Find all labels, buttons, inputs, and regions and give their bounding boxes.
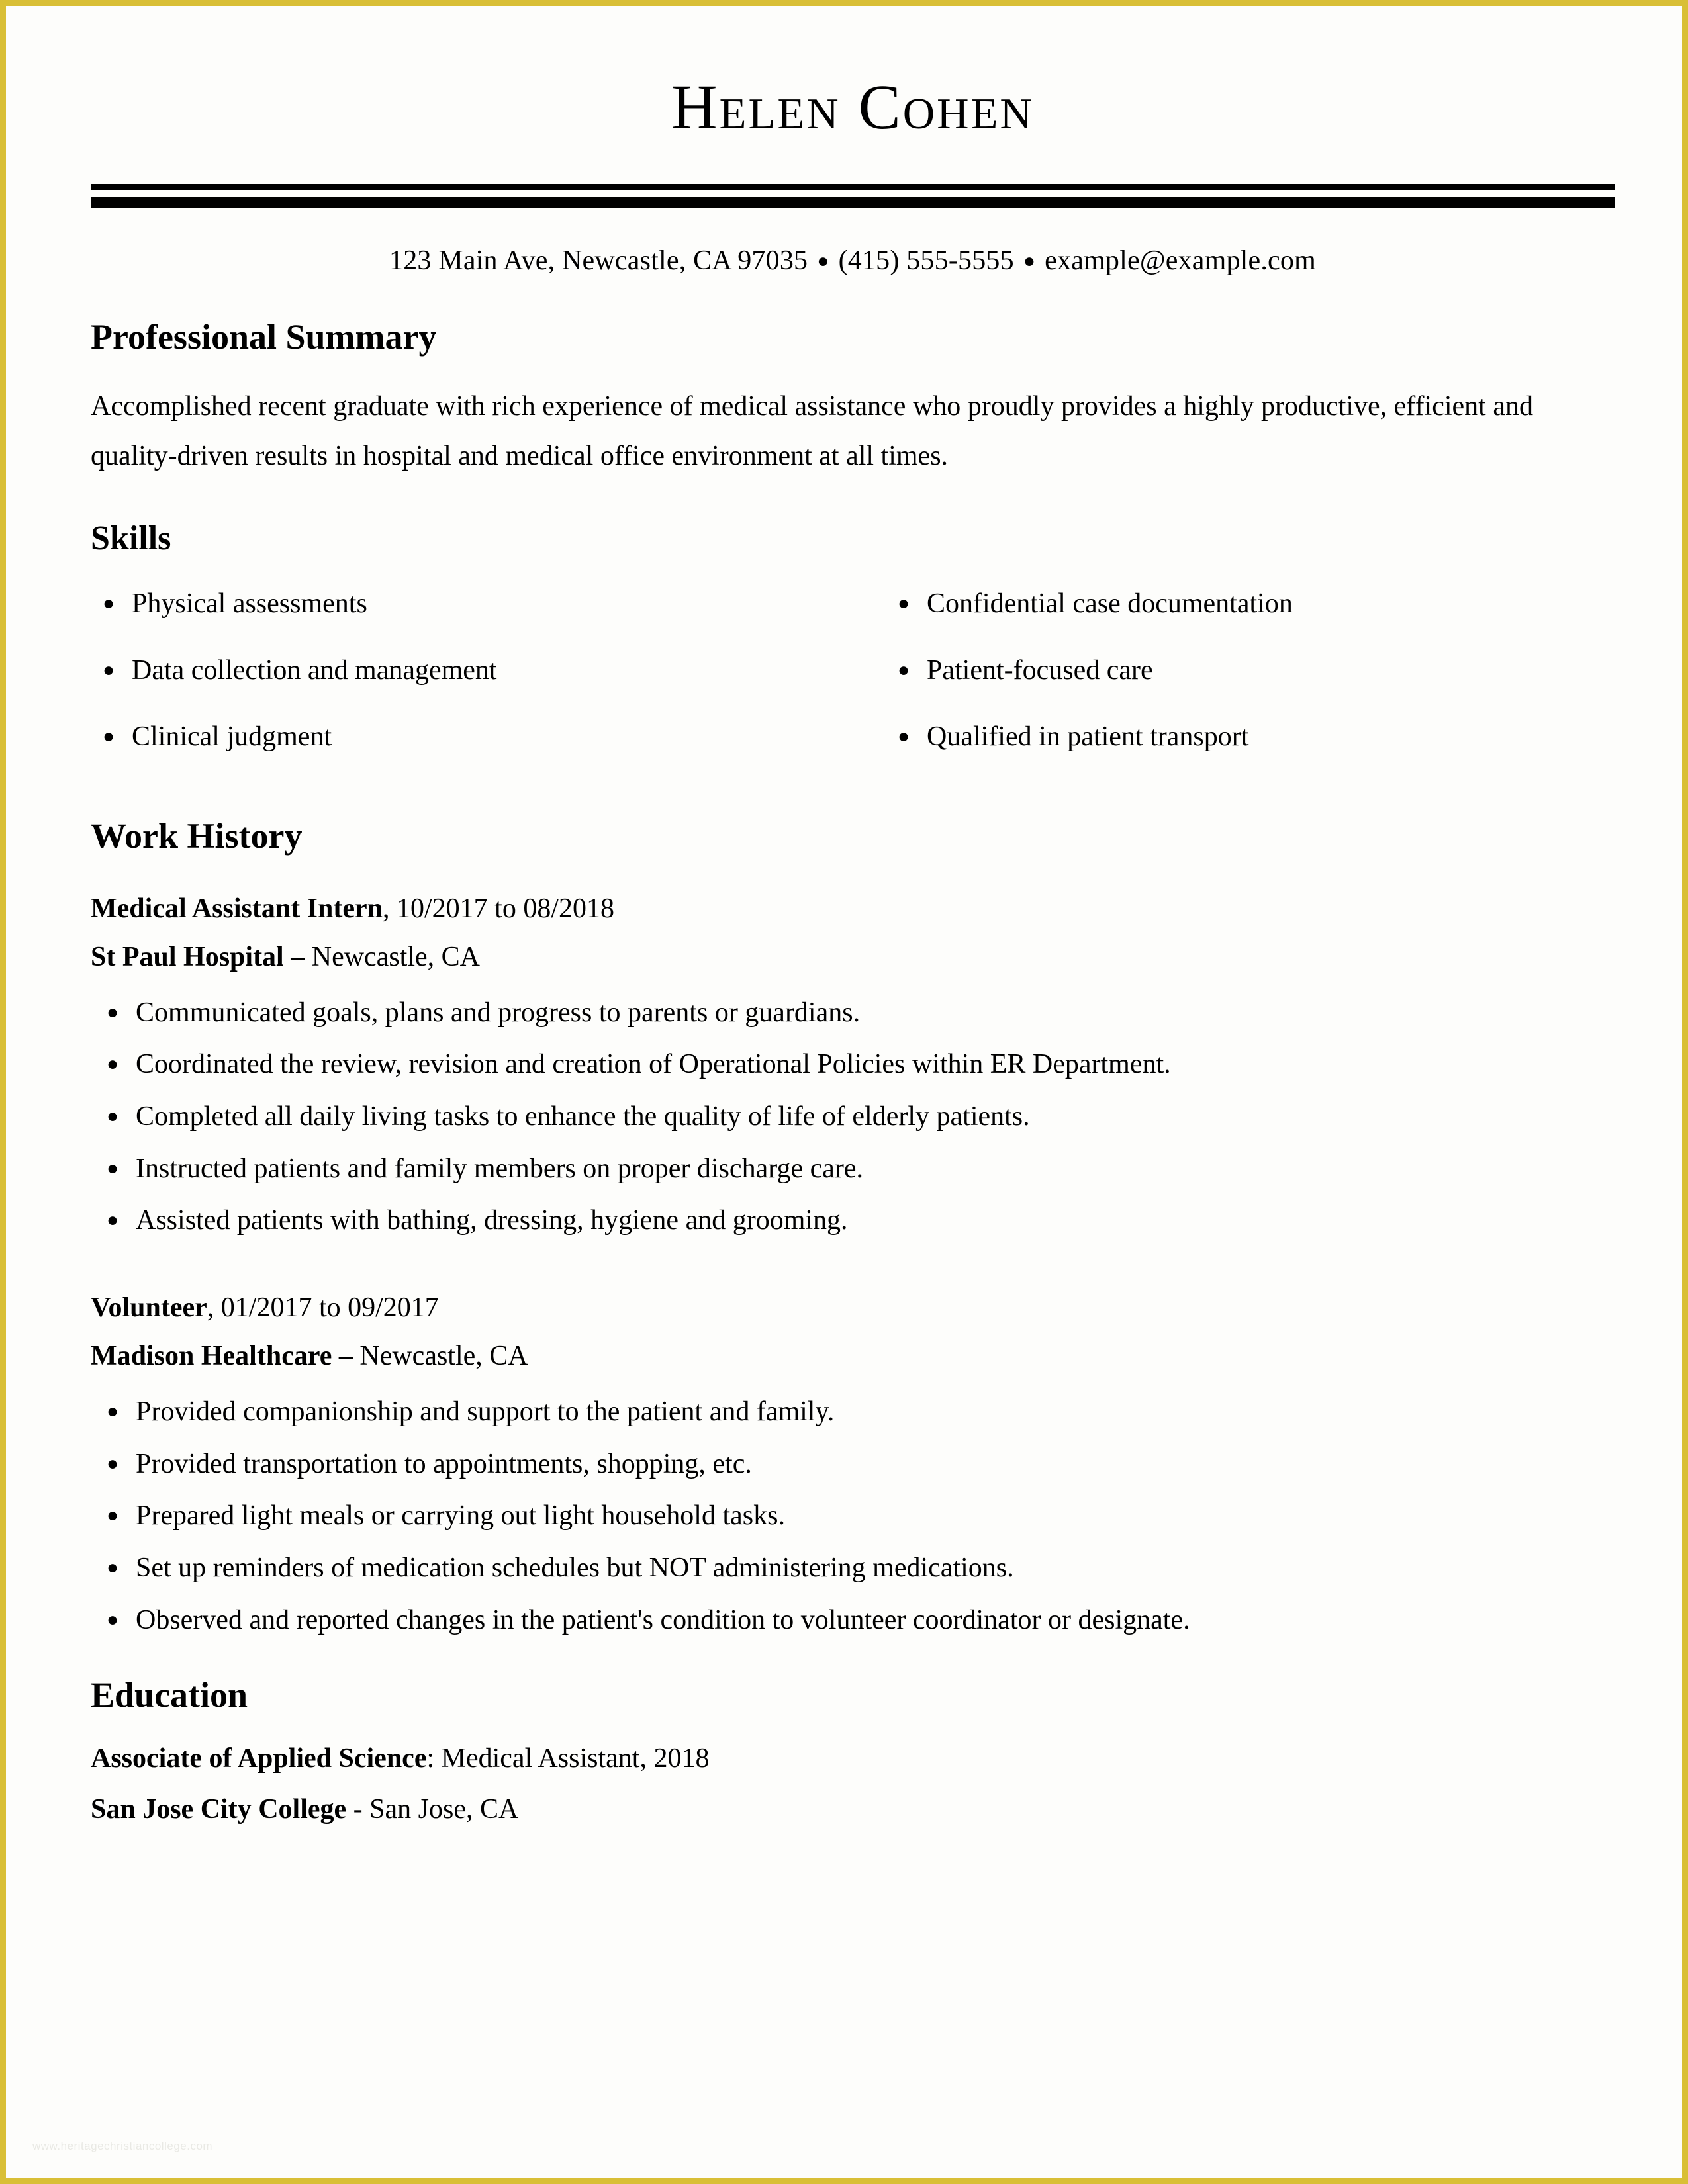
section-professional-summary: [91, 318, 1615, 481]
education-degree-detail: : Medical Assistant, 2018: [426, 1743, 710, 1774]
section-skills: [91, 520, 1615, 785]
bullet-separator-icon: ●: [817, 250, 829, 272]
section-heading-skills: Skills: [91, 519, 171, 557]
work-entry: [91, 1287, 1615, 1639]
job-company: St Paul Hospital: [91, 941, 284, 972]
skills-columns: [91, 585, 1615, 785]
divider-line-thick: [91, 197, 1615, 208]
job-bullets: [91, 1393, 1615, 1639]
list-item: ● Completed all daily living tasks to enhance the quality of life of elderly patients.: [91, 1098, 1615, 1136]
job-company-line: [91, 1336, 1615, 1377]
work-entry: [91, 888, 1615, 1240]
list-item: ● Coordinated the review, revision and creation of Operational Policies within ER Department.: [91, 1046, 1615, 1083]
list-item: ● Communicated goals, plans and progress to parents or guardians.: [91, 994, 1615, 1032]
list-item: ● Data collection and management: [91, 652, 853, 690]
section-education: [91, 1676, 1615, 1830]
list-item: ● Patient-focused care: [886, 652, 1615, 690]
education-school-location: - San Jose, CA: [346, 1794, 519, 1825]
job-position: Volunteer: [91, 1292, 207, 1323]
job-dates: , 10/2017 to 08/2018: [383, 893, 615, 924]
divider-gap: [91, 190, 1615, 197]
page-title: Helen Cohen: [671, 71, 1034, 142]
contact-email: example@example.com: [1045, 246, 1316, 276]
list-item: ● Provided transportation to appointments, shopping, etc.: [91, 1445, 1615, 1483]
bullet-separator-icon: ●: [1023, 250, 1036, 272]
contact-address: 123 Main Ave, Newcastle, CA 97035: [389, 246, 808, 276]
education-school: San Jose City College: [91, 1794, 347, 1825]
resume-content: [91, 6, 1615, 1831]
skills-column-left: [91, 585, 853, 785]
skills-list-right: [886, 585, 1615, 756]
summary-paragraph: Accomplished recent graduate with rich experience of medical assistance who proudly provides a highly productive, efficient and quality-driven results in hospital and medical office environment at all times.: [91, 391, 1533, 472]
job-company-line: [91, 936, 1615, 978]
job-location: – Newcastle, CA: [283, 941, 480, 972]
skills-list-left: [91, 585, 853, 756]
job-bullets: [91, 994, 1615, 1240]
list-item: ● Qualified in patient transport: [886, 718, 1615, 756]
education-school-line: [91, 1789, 1615, 1831]
list-item: ● Provided companionship and support to the patient and family.: [91, 1393, 1615, 1431]
contact-line: [91, 245, 1615, 277]
job-position: Medical Assistant Intern: [91, 893, 383, 924]
education-degree: Associate of Applied Science: [91, 1743, 427, 1774]
list-item: ● Prepared light meals or carrying out light household tasks.: [91, 1497, 1615, 1535]
watermark-text: www.heritagechristiancollege.com: [32, 2140, 213, 2152]
section-heading-work-history: Work History: [91, 816, 303, 856]
job-dates: , 01/2017 to 09/2017: [207, 1292, 439, 1323]
list-item: ● Instructed patients and family members on proper discharge care.: [91, 1150, 1615, 1188]
education-degree-line: [91, 1738, 1615, 1780]
skills-column-right: [853, 585, 1615, 785]
header-divider: [91, 184, 1615, 208]
job-position-line: [91, 1287, 1615, 1329]
list-item: ● Physical assessments: [91, 585, 853, 623]
section-work-history: [91, 817, 1615, 1639]
job-company: Madison Healthcare: [91, 1340, 332, 1371]
section-heading-summary: Professional Summary: [91, 317, 437, 357]
job-location: – Newcastle, CA: [332, 1340, 528, 1371]
list-item: ● Clinical judgment: [91, 718, 853, 756]
list-item: ● Observed and reported changes in the patient's condition to volunteer coordinator or designate.: [91, 1602, 1615, 1639]
contact-phone: (415) 555-5555: [838, 246, 1014, 276]
list-item: ● Confidential case documentation: [886, 585, 1615, 623]
list-item: ● Set up reminders of medication schedules but NOT administering medications.: [91, 1549, 1615, 1587]
list-item: ● Assisted patients with bathing, dressing, hygiene and grooming.: [91, 1202, 1615, 1240]
section-heading-education: Education: [91, 1675, 248, 1715]
divider-line-thin: [91, 184, 1615, 190]
job-position-line: [91, 888, 1615, 930]
